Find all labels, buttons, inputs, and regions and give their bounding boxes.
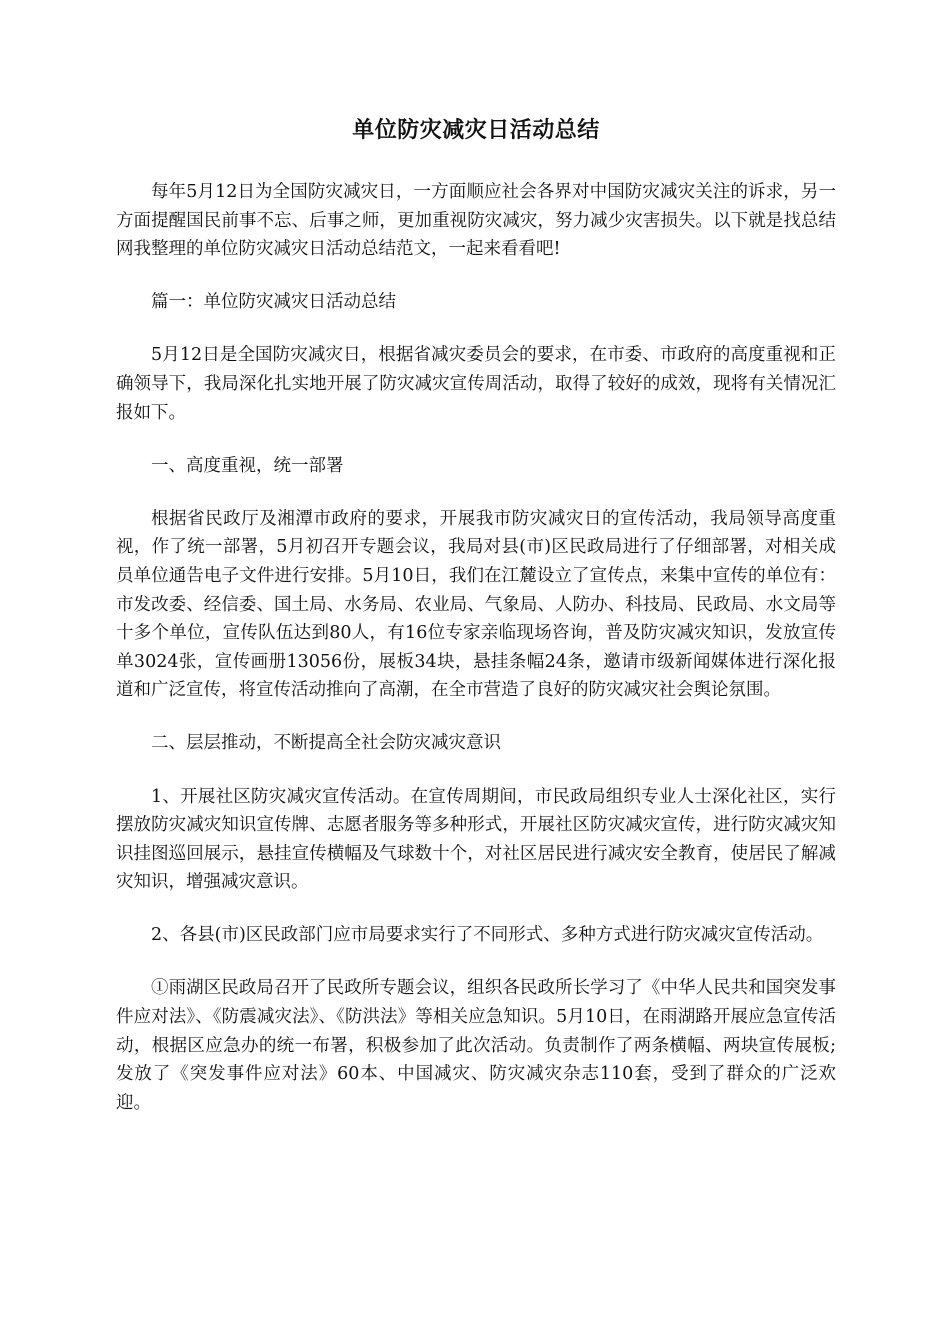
intro-paragraph: 每年5月12日为全国防灾减灾日，一方面顺应社会各界对中国防灾减灾关注的诉求，另一方面提醒国民前事不忘、后事之师，更加重视防灾减灾，努力减少灾害损失。以下就是找总结网我整理的单位防灾减灾日活动总结范文，一起来看看吧! [116, 182, 836, 260]
document-title: 单位防灾减灾日活动总结 [352, 117, 600, 143]
body-paragraph: 1、开展社区防灾减灾宣传活动。在宣传周期间，市民政局组织专业人士深化社区，实行摆放防灾减灾知识宣传牌、志愿者服务等多种形式，开展社区防灾减灾宣传，进行防灾减灾知识挂图巡回展示，悬挂宣传横幅及气球数十个，对社区居民进行减灾安全教育，使居民了解减灾知识，增强减灾意识。 [116, 786, 836, 893]
body-paragraph: 5月12日是全国防灾减灾日，根据省减灾委员会的要求，在市委、市政府的高度重视和正确领导下，我局深化扎实地开展了防灾减灾宣传周活动，取得了较好的成效，现将有关情况汇报如下。 [116, 345, 836, 423]
document-page [116, 110, 836, 1142]
section-heading-one: 一、高度重视，统一部署 [151, 455, 344, 476]
section-heading-part-one: 篇一：单位防灾减灾日活动总结 [151, 292, 396, 313]
body-paragraph: ①雨湖区民政局召开了民政所专题会议，组织各民政所长学习了《中华人民共和国突发事件应对法》、《防震减灾法》、《防洪法》等相关应急知识。5月10日，在雨湖路开展应急宣传活动，根据区应急办的统一布署，积极参加了此次活动。负责制作了两条横幅、两块宣传展板;发放了《突发事件应对法》60本、中国减灾、防灾减灾杂志110套，受到了群众的广泛欢迎。 [116, 978, 836, 1113]
body-paragraph: 2、各县(市)区民政部门应市局要求实行了不同形式、多种方式进行防灾减灾宣传活动。 [151, 925, 824, 946]
body-paragraph: 根据省民政厅及湘潭市政府的要求，开展我市防灾减灾日的宣传活动，我局领导高度重视，作了统一部署，5月初召开专题会议，我局对县(市)区民政局进行了仔细部署，对相关成员单位通告电子文件进行安排。5月10日，我们在江麓设立了宣传点，来集中宣传的单位有：市发改委、经信委、国土局、水务局、农业局、气象局、人防办、科技局、民政局、水文局等十多个单位，宣传队伍达到80人，有16位专家亲临现场咨询，普及防灾减灾知识，发放宣传单3024张，宣传画册13056份，展板34块，悬挂条幅24条，邀请市级新闻媒体进行深化报道和广泛宣传，将宣传活动推向了高潮，在全市营造了良好的防灾减灾社会舆论氛围。 [116, 508, 836, 701]
section-heading-two: 二、层层推动，不断提高全社会防灾减灾意识 [151, 733, 501, 754]
